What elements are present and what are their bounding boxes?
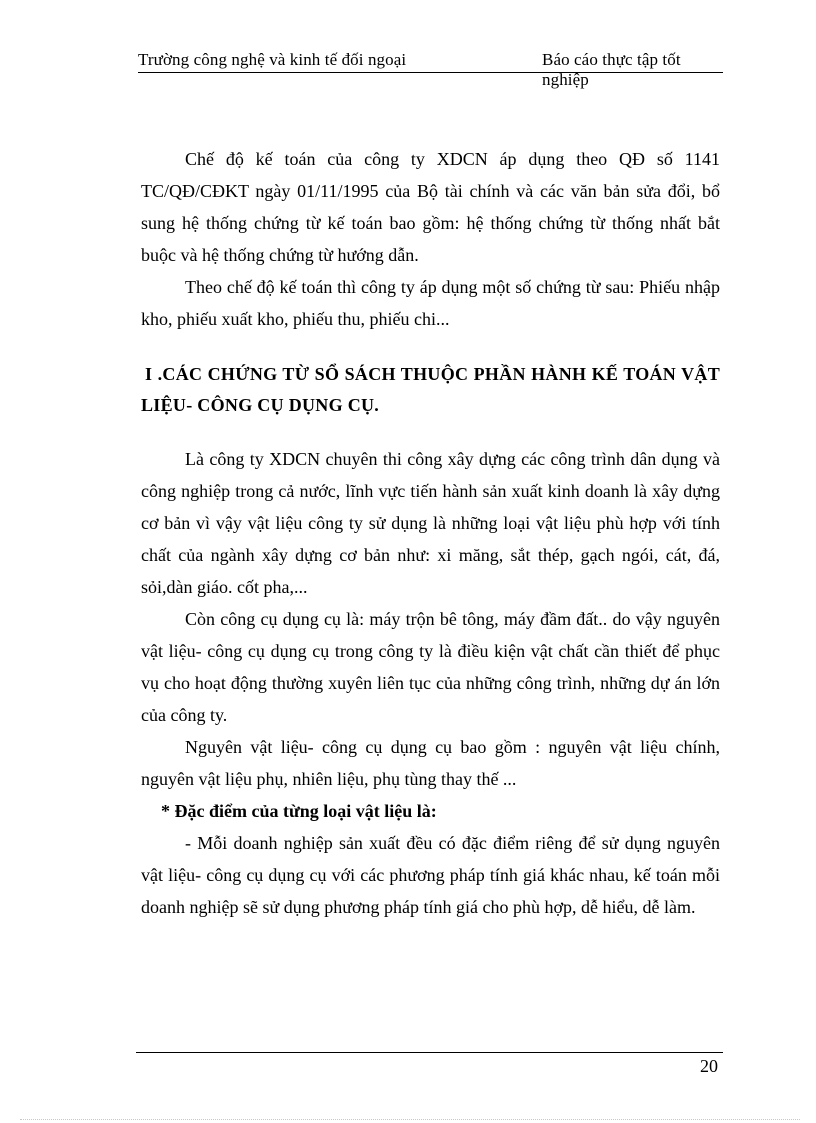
paragraph-documents-applied: Theo chế độ kế toán thì công ty áp dụng một số chứng từ sau: Phiếu nhập kho, phiếu xuất kho, phiếu thu, phiếu chi... [141, 277, 720, 329]
footer-divider [136, 1052, 723, 1053]
paragraph-materials-include: Nguyên vật liệu- công cụ dụng cụ bao gồm : nguyên vật liệu chính, nguyên vật liệu phụ, nhiên liệu, phụ tùng thay thế ... [141, 737, 720, 789]
document-body [141, 143, 720, 923]
page-number: 20 [700, 1056, 718, 1076]
header-school-name: Trường công nghệ và kinh tế đối ngoại [138, 50, 407, 69]
section-heading: I .CÁC CHỨNG TỪ SỔ SÁCH THUỘC PHẦN HÀNH KẾ TOÁN VẬT LIỆU- CÔNG CỤ DỤNG CỤ. [141, 364, 720, 415]
paragraph-pricing-methods: - Mỗi doanh nghiệp sản xuất đều có đặc điểm riêng để sử dụng nguyên vật liệu- công cụ dụng cụ với các phương pháp tính giá khác nhau, kế toán mỗi doanh nghiệp sẽ sử dụng phương pháp tính giá cho phù hợp, dễ hiểu, dễ làm. [141, 833, 720, 917]
paragraph-tools-used: Còn công cụ dụng cụ là: máy trộn bê tông, máy đầm đất.. do vậy nguyên vật liệu- công cụ dụng cụ trong công ty là điều kiện vật chất cần thiết để phục vụ cho hoạt động thường xuyên liên tục của những công trình, những dự án lớn của công ty. [141, 609, 720, 725]
page-header [138, 46, 723, 89]
page-edge-divider [20, 1119, 800, 1120]
paragraph-materials-used: Là công ty XDCN chuyên thi công xây dựng các công trình dân dụng và công nghiệp trong cả nước, lĩnh vực tiến hành sản xuất kinh doanh là xây dựng cơ bản vì vậy vật liệu công ty sử dụng là những loại vật liệu phù hợp với tính chất của ngành xây dựng cơ bản như: xi măng, sắt thép, gạch ngói, cát, đá, sỏi,dàn giáo. cốt pha,... [141, 449, 720, 597]
paragraph-accounting-regime: Chế độ kế toán của công ty XDCN áp dụng theo QĐ số 1141 TC/QĐ/CĐKT ngày 01/11/1995 của Bộ tài chính và các văn bản sửa đổi, bổ sung hệ thống chứng từ kế toán bao gồm: hệ thống chứng từ thống nhất bắt buộc và hệ thống chứng từ hướng dẫn. [141, 149, 720, 265]
subheading-material-characteristics: * Đặc điểm của từng loại vật liệu là: [161, 801, 437, 821]
header-report-title: Báo cáo thực tập tốt nghiệp [542, 50, 681, 89]
